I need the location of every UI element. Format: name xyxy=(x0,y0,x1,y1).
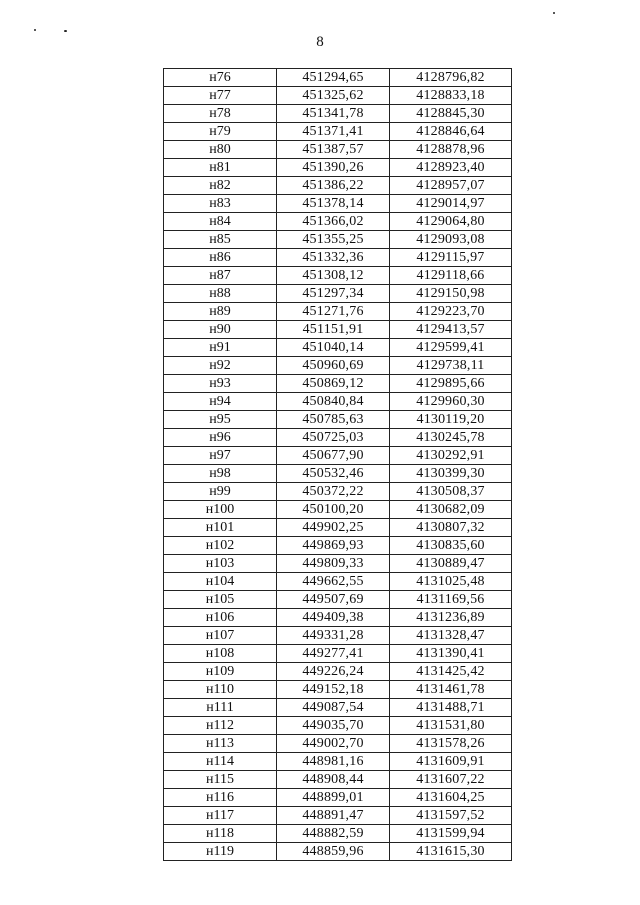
point-id-cell: н81 xyxy=(164,159,277,177)
point-id-cell: н78 xyxy=(164,105,277,123)
point-id-cell: н96 xyxy=(164,429,277,447)
x-coordinate-cell: 451308,12 xyxy=(277,267,390,285)
table-row xyxy=(164,393,512,411)
table-row xyxy=(164,105,512,123)
table-row xyxy=(164,213,512,231)
y-coordinate-cell: 4131425,42 xyxy=(390,663,512,681)
table-row xyxy=(164,411,512,429)
x-coordinate-cell: 450840,84 xyxy=(277,393,390,411)
y-coordinate-cell: 4131488,71 xyxy=(390,699,512,717)
point-id-cell: н83 xyxy=(164,195,277,213)
table-row xyxy=(164,141,512,159)
point-id-cell: н102 xyxy=(164,537,277,555)
point-id-cell: н112 xyxy=(164,717,277,735)
table-row xyxy=(164,249,512,267)
x-coordinate-cell: 450869,12 xyxy=(277,375,390,393)
x-coordinate-cell: 451332,36 xyxy=(277,249,390,267)
x-coordinate-cell: 450372,22 xyxy=(277,483,390,501)
table-row xyxy=(164,735,512,753)
scan-speck xyxy=(64,30,67,32)
x-coordinate-cell: 449902,25 xyxy=(277,519,390,537)
x-coordinate-cell: 449662,55 xyxy=(277,573,390,591)
y-coordinate-cell: 4131461,78 xyxy=(390,681,512,699)
x-coordinate-cell: 448882,59 xyxy=(277,825,390,843)
point-id-cell: н90 xyxy=(164,321,277,339)
x-coordinate-cell: 449869,93 xyxy=(277,537,390,555)
y-coordinate-cell: 4131025,48 xyxy=(390,573,512,591)
x-coordinate-cell: 451151,91 xyxy=(277,321,390,339)
point-id-cell: н82 xyxy=(164,177,277,195)
x-coordinate-cell: 451378,14 xyxy=(277,195,390,213)
y-coordinate-cell: 4130807,32 xyxy=(390,519,512,537)
y-coordinate-cell: 4130245,78 xyxy=(390,429,512,447)
coordinates-table xyxy=(163,68,512,861)
table-row xyxy=(164,195,512,213)
point-id-cell: н87 xyxy=(164,267,277,285)
point-id-cell: н88 xyxy=(164,285,277,303)
point-id-cell: н97 xyxy=(164,447,277,465)
y-coordinate-cell: 4130399,30 xyxy=(390,465,512,483)
table-row xyxy=(164,87,512,105)
y-coordinate-cell: 4128796,82 xyxy=(390,69,512,87)
y-coordinate-cell: 4131604,25 xyxy=(390,789,512,807)
table-row xyxy=(164,825,512,843)
y-coordinate-cell: 4129413,57 xyxy=(390,321,512,339)
x-coordinate-cell: 449507,69 xyxy=(277,591,390,609)
x-coordinate-cell: 451294,65 xyxy=(277,69,390,87)
x-coordinate-cell: 449002,70 xyxy=(277,735,390,753)
x-coordinate-cell: 451366,02 xyxy=(277,213,390,231)
x-coordinate-cell: 448891,47 xyxy=(277,807,390,825)
point-id-cell: н113 xyxy=(164,735,277,753)
point-id-cell: н76 xyxy=(164,69,277,87)
x-coordinate-cell: 451386,22 xyxy=(277,177,390,195)
x-coordinate-cell: 451325,62 xyxy=(277,87,390,105)
x-coordinate-cell: 451355,25 xyxy=(277,231,390,249)
scan-speck xyxy=(553,12,555,14)
y-coordinate-cell: 4129093,08 xyxy=(390,231,512,249)
point-id-cell: н86 xyxy=(164,249,277,267)
y-coordinate-cell: 4131599,94 xyxy=(390,825,512,843)
table-row xyxy=(164,771,512,789)
table-row xyxy=(164,591,512,609)
x-coordinate-cell: 448981,16 xyxy=(277,753,390,771)
table-row xyxy=(164,681,512,699)
x-coordinate-cell: 451297,34 xyxy=(277,285,390,303)
x-coordinate-cell: 451341,78 xyxy=(277,105,390,123)
x-coordinate-cell: 451387,57 xyxy=(277,141,390,159)
table-row xyxy=(164,519,512,537)
table-row xyxy=(164,159,512,177)
point-id-cell: н80 xyxy=(164,141,277,159)
y-coordinate-cell: 4130889,47 xyxy=(390,555,512,573)
table-row xyxy=(164,69,512,87)
point-id-cell: н119 xyxy=(164,843,277,861)
table-row xyxy=(164,465,512,483)
x-coordinate-cell: 451371,41 xyxy=(277,123,390,141)
y-coordinate-cell: 4129223,70 xyxy=(390,303,512,321)
y-coordinate-cell: 4130292,91 xyxy=(390,447,512,465)
y-coordinate-cell: 4128833,18 xyxy=(390,87,512,105)
x-coordinate-cell: 450532,46 xyxy=(277,465,390,483)
y-coordinate-cell: 4131390,41 xyxy=(390,645,512,663)
table-row xyxy=(164,483,512,501)
y-coordinate-cell: 4129150,98 xyxy=(390,285,512,303)
y-coordinate-cell: 4128845,30 xyxy=(390,105,512,123)
table-row xyxy=(164,699,512,717)
table-row xyxy=(164,537,512,555)
point-id-cell: н85 xyxy=(164,231,277,249)
point-id-cell: н79 xyxy=(164,123,277,141)
table-row xyxy=(164,717,512,735)
point-id-cell: н77 xyxy=(164,87,277,105)
x-coordinate-cell: 449409,38 xyxy=(277,609,390,627)
x-coordinate-cell: 450677,90 xyxy=(277,447,390,465)
point-id-cell: н91 xyxy=(164,339,277,357)
table-row xyxy=(164,231,512,249)
table-row xyxy=(164,753,512,771)
x-coordinate-cell: 450100,20 xyxy=(277,501,390,519)
table-row xyxy=(164,807,512,825)
x-coordinate-cell: 449809,33 xyxy=(277,555,390,573)
y-coordinate-cell: 4128878,96 xyxy=(390,141,512,159)
table-row xyxy=(164,339,512,357)
y-coordinate-cell: 4131328,47 xyxy=(390,627,512,645)
y-coordinate-cell: 4131578,26 xyxy=(390,735,512,753)
point-id-cell: н84 xyxy=(164,213,277,231)
y-coordinate-cell: 4131531,80 xyxy=(390,717,512,735)
point-id-cell: н106 xyxy=(164,609,277,627)
y-coordinate-cell: 4131169,56 xyxy=(390,591,512,609)
page-number: 8 xyxy=(316,34,324,50)
point-id-cell: н100 xyxy=(164,501,277,519)
y-coordinate-cell: 4129118,66 xyxy=(390,267,512,285)
y-coordinate-cell: 4130119,20 xyxy=(390,411,512,429)
point-id-cell: н114 xyxy=(164,753,277,771)
y-coordinate-cell: 4131236,89 xyxy=(390,609,512,627)
table-row xyxy=(164,573,512,591)
x-coordinate-cell: 451271,76 xyxy=(277,303,390,321)
x-coordinate-cell: 449226,24 xyxy=(277,663,390,681)
x-coordinate-cell: 449331,28 xyxy=(277,627,390,645)
x-coordinate-cell: 450960,69 xyxy=(277,357,390,375)
y-coordinate-cell: 4131597,52 xyxy=(390,807,512,825)
y-coordinate-cell: 4129895,66 xyxy=(390,375,512,393)
point-id-cell: н92 xyxy=(164,357,277,375)
table-row xyxy=(164,303,512,321)
table-row xyxy=(164,555,512,573)
table-row xyxy=(164,285,512,303)
point-id-cell: н104 xyxy=(164,573,277,591)
point-id-cell: н109 xyxy=(164,663,277,681)
table-row xyxy=(164,447,512,465)
table-row xyxy=(164,123,512,141)
y-coordinate-cell: 4131609,91 xyxy=(390,753,512,771)
table-row xyxy=(164,321,512,339)
point-id-cell: н98 xyxy=(164,465,277,483)
table-row xyxy=(164,789,512,807)
table-row xyxy=(164,375,512,393)
y-coordinate-cell: 4131607,22 xyxy=(390,771,512,789)
table-row xyxy=(164,501,512,519)
point-id-cell: н108 xyxy=(164,645,277,663)
y-coordinate-cell: 4129064,80 xyxy=(390,213,512,231)
x-coordinate-cell: 449035,70 xyxy=(277,717,390,735)
y-coordinate-cell: 4129738,11 xyxy=(390,357,512,375)
coordinates-table-body xyxy=(164,69,512,861)
scan-speck xyxy=(34,29,36,31)
y-coordinate-cell: 4131615,30 xyxy=(390,843,512,861)
point-id-cell: н94 xyxy=(164,393,277,411)
point-id-cell: н107 xyxy=(164,627,277,645)
point-id-cell: н116 xyxy=(164,789,277,807)
y-coordinate-cell: 4130682,09 xyxy=(390,501,512,519)
x-coordinate-cell: 451390,26 xyxy=(277,159,390,177)
point-id-cell: н95 xyxy=(164,411,277,429)
x-coordinate-cell: 450785,63 xyxy=(277,411,390,429)
x-coordinate-cell: 448899,01 xyxy=(277,789,390,807)
table-row xyxy=(164,843,512,861)
x-coordinate-cell: 449087,54 xyxy=(277,699,390,717)
table-row xyxy=(164,429,512,447)
x-coordinate-cell: 451040,14 xyxy=(277,339,390,357)
x-coordinate-cell: 448908,44 xyxy=(277,771,390,789)
x-coordinate-cell: 449277,41 xyxy=(277,645,390,663)
y-coordinate-cell: 4129014,97 xyxy=(390,195,512,213)
y-coordinate-cell: 4128923,40 xyxy=(390,159,512,177)
table-row xyxy=(164,645,512,663)
point-id-cell: н110 xyxy=(164,681,277,699)
point-id-cell: н117 xyxy=(164,807,277,825)
x-coordinate-cell: 449152,18 xyxy=(277,681,390,699)
point-id-cell: н103 xyxy=(164,555,277,573)
y-coordinate-cell: 4128957,07 xyxy=(390,177,512,195)
table-row xyxy=(164,627,512,645)
x-coordinate-cell: 450725,03 xyxy=(277,429,390,447)
y-coordinate-cell: 4129115,97 xyxy=(390,249,512,267)
point-id-cell: н99 xyxy=(164,483,277,501)
y-coordinate-cell: 4128846,64 xyxy=(390,123,512,141)
y-coordinate-cell: 4129599,41 xyxy=(390,339,512,357)
point-id-cell: н89 xyxy=(164,303,277,321)
table-row xyxy=(164,663,512,681)
table-row xyxy=(164,357,512,375)
x-coordinate-cell: 448859,96 xyxy=(277,843,390,861)
point-id-cell: н105 xyxy=(164,591,277,609)
y-coordinate-cell: 4130835,60 xyxy=(390,537,512,555)
table-row xyxy=(164,609,512,627)
y-coordinate-cell: 4130508,37 xyxy=(390,483,512,501)
point-id-cell: н111 xyxy=(164,699,277,717)
point-id-cell: н115 xyxy=(164,771,277,789)
table-row xyxy=(164,177,512,195)
point-id-cell: н101 xyxy=(164,519,277,537)
table-row xyxy=(164,267,512,285)
point-id-cell: н93 xyxy=(164,375,277,393)
y-coordinate-cell: 4129960,30 xyxy=(390,393,512,411)
point-id-cell: н118 xyxy=(164,825,277,843)
